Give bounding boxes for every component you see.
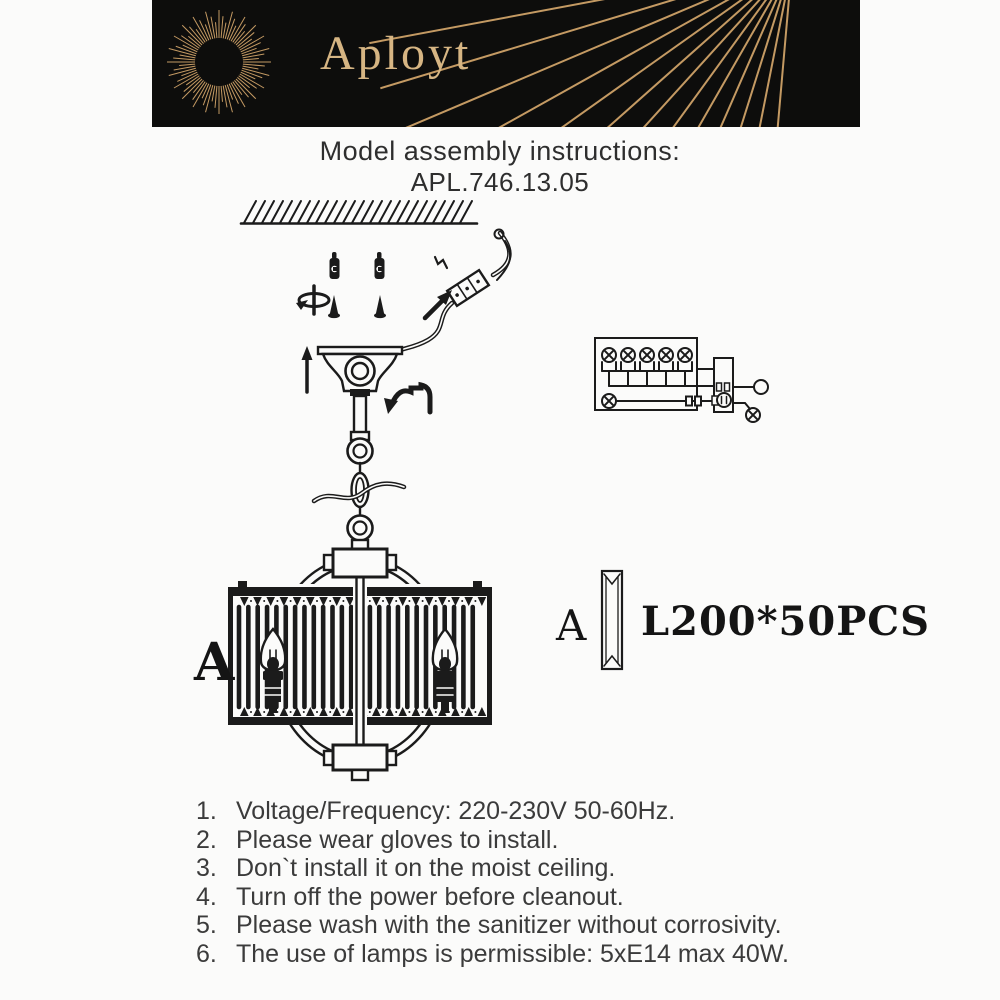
instruction-number: 1.: [196, 797, 217, 825]
instruction-text: Voltage/Frequency: 220-230V 50-60Hz.: [236, 797, 676, 825]
wiring-diagram: [595, 338, 768, 422]
screw-icon: [328, 295, 386, 318]
legend-label-a: A: [556, 601, 587, 650]
instruction-text: Turn off the power before cleanout.: [236, 882, 624, 911]
model-number: APL.746.13.05: [410, 167, 590, 197]
canopy-drawing: [318, 347, 402, 440]
instruction-item: [196, 940, 896, 969]
instruction-item: [196, 826, 896, 855]
brand-wordmark: Aployt: [320, 27, 472, 80]
wall-anchor-icon: [330, 252, 385, 279]
page-title: Model assembly instructions:: [319, 136, 681, 166]
central-rod-drawing: [353, 577, 367, 745]
rotate-icon: [296, 286, 329, 314]
instruction-number: 5.: [196, 911, 217, 940]
part-label-a: A: [194, 632, 235, 693]
up-arrow-icon: [302, 346, 313, 392]
instruction-item: [196, 797, 896, 826]
instruction-number: 2.: [196, 825, 217, 854]
hook-arrow-icon: [384, 385, 430, 414]
instruction-item: [196, 883, 896, 912]
instruction-text: Please wear gloves to install.: [236, 825, 559, 854]
instruction-list: [196, 797, 896, 969]
instruction-text: Please wash with the sanitizer without corrosivity.: [236, 911, 782, 940]
ceiling-hatch: [241, 201, 477, 224]
crystal-spec: L200*50PCS: [641, 598, 931, 645]
crystal-rod-drawing: [602, 571, 622, 669]
instruction-text: Don`t install it on the moist ceiling.: [236, 854, 616, 883]
instruction-number: 4.: [196, 882, 217, 911]
wire-terminal-drawing: [395, 230, 510, 353]
instruction-item: [196, 911, 896, 940]
instruction-item: [196, 854, 896, 883]
instruction-number: 6.: [196, 939, 217, 968]
instruction-number: 3.: [196, 854, 217, 883]
instruction-text: The use of lamps is permissible: 5xE14 max 40W.: [236, 939, 790, 968]
